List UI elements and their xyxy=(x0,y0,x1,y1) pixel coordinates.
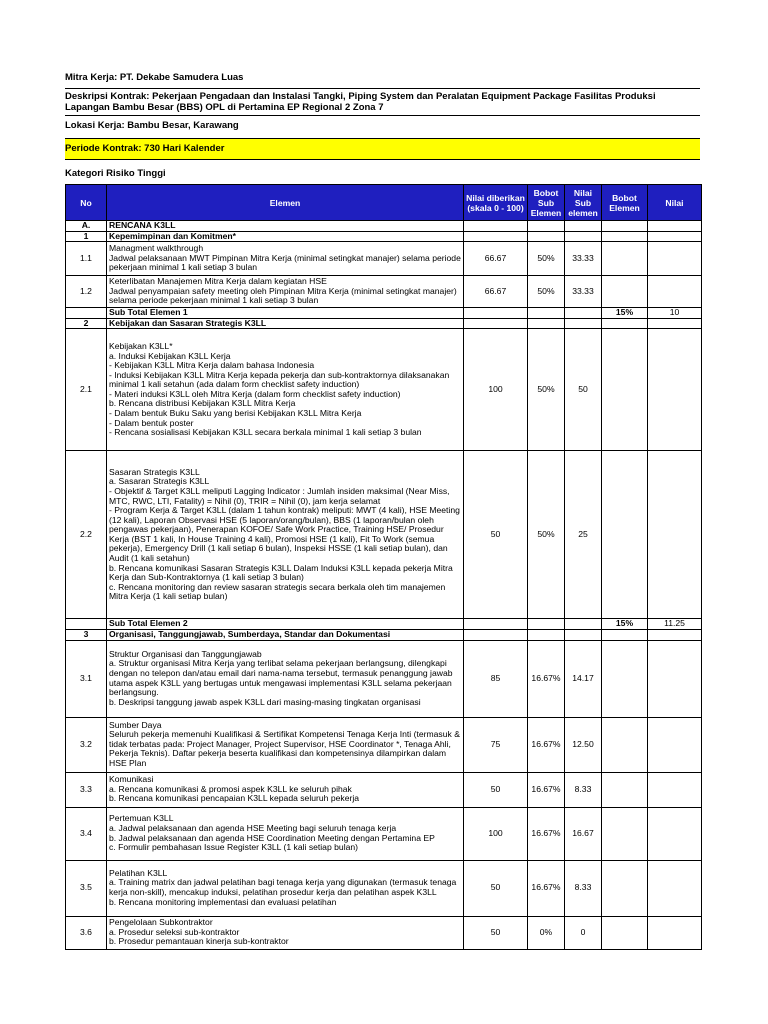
cell-bobot-elemen xyxy=(602,629,648,640)
table-row xyxy=(66,276,702,308)
col-bobot-elemen: Bobot Elemen xyxy=(602,185,648,221)
table-row xyxy=(66,619,702,630)
cell-bobot-sub-elemen xyxy=(528,221,565,232)
periode-kontrak: Periode Kontrak: 730 Hari Kalender xyxy=(65,143,225,154)
cell-bobot-sub-elemen: 16.67% xyxy=(528,807,565,860)
cell-nilai-sub-elemen xyxy=(565,221,602,232)
cell-elemen: Komunikasi a. Rencana komunikasi & promosi aspek K3LL ke seluruh pihak b. Rencana komunikasi pencapaian K3LL kepada seluruh pekerja xyxy=(107,772,464,807)
table-row xyxy=(66,451,702,619)
cell-bobot-sub-elemen: 50% xyxy=(528,329,565,451)
cell-nilai-sub-elemen: 33.33 xyxy=(565,242,602,276)
cell-nilai-sub-elemen: 14.17 xyxy=(565,640,602,717)
lokasi-kerja: Lokasi Kerja: Bambu Besar, Karawang xyxy=(65,120,239,131)
cell-bobot-elemen: 15% xyxy=(602,619,648,630)
cell-bobot-elemen xyxy=(602,916,648,949)
cell-no: 1 xyxy=(66,231,107,242)
cell-nilai xyxy=(648,916,702,949)
table-row xyxy=(66,629,702,640)
col-nilai-sub-elemen: Nilai Sub elemen xyxy=(565,185,602,221)
cell-no: 2 xyxy=(66,318,107,329)
cell-bobot-sub-elemen xyxy=(528,231,565,242)
cell-bobot-elemen xyxy=(602,860,648,916)
cell-nilai xyxy=(648,329,702,451)
cell-no: 3 xyxy=(66,629,107,640)
cell-nilai-sub-elemen: 12.50 xyxy=(565,717,602,772)
cell-bobot-elemen xyxy=(602,318,648,329)
cell-nilai xyxy=(648,231,702,242)
cell-nilai-diberikan xyxy=(464,629,528,640)
col-nilai-diberikan: Nilai diberikan (skala 0 - 100) xyxy=(464,185,528,221)
periode-kontrak-band xyxy=(65,138,700,160)
cell-bobot-sub-elemen xyxy=(528,318,565,329)
cell-bobot-sub-elemen: 50% xyxy=(528,276,565,308)
table-header-row xyxy=(66,185,702,221)
table-row xyxy=(66,231,702,242)
cell-elemen: Struktur Organisasi dan Tanggungjawab a. Struktur organisasi Mitra Kerja yang terlibat selama pekerjaan berlangsung, dilengkapi dengan no telepon dan/atau email dari nama-nama tersebut, termasuk penanggung jawab utama aspek K3LL yang bertugas untuk mengawasi implementasi K3LL selama pekerjaan berlangsung. b. Deskripsi tanggung jawab aspek K3LL dari masing-masing tingkatan organisasi xyxy=(107,640,464,717)
cell-bobot-sub-elemen: 16.67% xyxy=(528,772,565,807)
table-row xyxy=(66,308,702,319)
table-row xyxy=(66,329,702,451)
cell-nilai xyxy=(648,717,702,772)
cell-nilai xyxy=(648,807,702,860)
table-row xyxy=(66,860,702,916)
cell-bobot-elemen xyxy=(602,221,648,232)
col-bobot-sub-elemen: Bobot Sub Elemen xyxy=(528,185,565,221)
mitra-kerja: Mitra Kerja: PT. Dekabe Samudera Luas xyxy=(65,72,244,83)
cell-nilai-sub-elemen: 8.33 xyxy=(565,860,602,916)
divider xyxy=(65,115,700,116)
cell-bobot-elemen xyxy=(602,276,648,308)
cell-bobot-sub-elemen xyxy=(528,308,565,319)
cell-nilai xyxy=(648,772,702,807)
cell-nilai xyxy=(648,629,702,640)
cell-nilai-sub-elemen: 50 xyxy=(565,329,602,451)
cell-bobot-sub-elemen: 0% xyxy=(528,916,565,949)
cell-nilai: 10 xyxy=(648,308,702,319)
cell-elemen: Sumber Daya Seluruh pekerja memenuhi Kualifikasi & Sertifikat Kompetensi Tenaga Kerja Inti (termasuk & tidak terbatas pada: Project Manager, Project Supervisor, HSE Coordinator *, Tenaga Ahli, Pekerja Teknis). Daftar pekerja beserta kualifikasi dan kompetensinya dilampirkan dalam HSE Plan xyxy=(107,717,464,772)
cell-no: 2.1 xyxy=(66,329,107,451)
cell-nilai-diberikan xyxy=(464,308,528,319)
cell-nilai-diberikan: 50 xyxy=(464,451,528,619)
cell-nilai-diberikan: 100 xyxy=(464,807,528,860)
cell-no: 1.2 xyxy=(66,276,107,308)
cell-nilai-sub-elemen xyxy=(565,318,602,329)
table-row xyxy=(66,640,702,717)
cell-nilai-diberikan: 100 xyxy=(464,329,528,451)
cell-bobot-elemen xyxy=(602,717,648,772)
cell-nilai xyxy=(648,276,702,308)
cell-nilai xyxy=(648,451,702,619)
cell-nilai xyxy=(648,640,702,717)
cell-no: 2.2 xyxy=(66,451,107,619)
cell-bobot-sub-elemen: 16.67% xyxy=(528,640,565,717)
cell-elemen: Sub Total Elemen 1 xyxy=(107,308,464,319)
cell-nilai-sub-elemen: 25 xyxy=(565,451,602,619)
cell-no: 3.3 xyxy=(66,772,107,807)
cell-nilai-diberikan: 66.67 xyxy=(464,276,528,308)
cell-nilai-sub-elemen: 8.33 xyxy=(565,772,602,807)
cell-elemen: Sasaran Strategis K3LL a. Sasaran Strategis K3LL - Objektif & Target K3LL meliputi Lagging Indicator : Jumlah insiden maksimal (Near Miss, MTC, RWC, LTI, Fatality) = Nihil (0), TRIR = Nihil (0), jam kerja selamat - Program Kerja & Target K3LL (dalam 1 tahun kontrak) meliputi: MWT (4 kali), HSE Meeting (12 kali), Laporan Observasi HSE (5 laporan/orang/bulan), BBS (1 laporan/bulan oleh pengawas pekerjaan), Penerapan KOFOE/ Safe Work Practice, Training HSE/ Prosedur Kerja (BST 1 kali, In House Training 4 kali), Promosi HSE (1 kali), Fit To Work (semua pekerja), Emergency Drill (1 kali setiap 6 bulan), Inspeksi HSSE (1 kali setiap bulan), dan Audit (1 kali setahun) b. Rencana komunikasi Sasaran Strategis K3LL Dalam Induksi K3LL kepada pekerja Mitra Kerja dan Sub-Kontraktornya (1 kali setiap 3 bulan) c. Rencana monitoring dan review sasaran strategis secara berkala oleh tim manajemen Mitra Kerja (1 kali setiap bulan) xyxy=(107,451,464,619)
cell-bobot-elemen xyxy=(602,329,648,451)
cell-nilai: 11.25 xyxy=(648,619,702,630)
cell-bobot-elemen xyxy=(602,807,648,860)
cell-nilai-sub-elemen xyxy=(565,308,602,319)
cell-nilai-sub-elemen xyxy=(565,629,602,640)
cell-bobot-sub-elemen xyxy=(528,619,565,630)
cell-bobot-elemen xyxy=(602,772,648,807)
cell-nilai xyxy=(648,221,702,232)
cell-elemen: Organisasi, Tanggungjawab, Sumberdaya, Standar dan Dokumentasi xyxy=(107,629,464,640)
cell-elemen: RENCANA K3LL xyxy=(107,221,464,232)
cell-nilai-diberikan xyxy=(464,318,528,329)
cell-nilai-diberikan: 50 xyxy=(464,860,528,916)
cell-nilai-diberikan xyxy=(464,221,528,232)
cell-no: 3.1 xyxy=(66,640,107,717)
cell-no: 3.5 xyxy=(66,860,107,916)
cell-elemen: Kepemimpinan dan Komitmen* xyxy=(107,231,464,242)
cell-nilai xyxy=(648,242,702,276)
col-elemen: Elemen xyxy=(107,185,464,221)
table-row xyxy=(66,772,702,807)
cell-nilai-diberikan: 75 xyxy=(464,717,528,772)
cell-bobot-elemen xyxy=(602,640,648,717)
cell-no: 3.4 xyxy=(66,807,107,860)
cell-bobot-elemen xyxy=(602,242,648,276)
cell-bobot-elemen xyxy=(602,231,648,242)
table-body xyxy=(66,221,702,950)
cell-bobot-elemen xyxy=(602,451,648,619)
table-row xyxy=(66,916,702,949)
cell-bobot-sub-elemen xyxy=(528,629,565,640)
cell-no: A. xyxy=(66,221,107,232)
cell-nilai-diberikan xyxy=(464,619,528,630)
table-row xyxy=(66,717,702,772)
cell-nilai-diberikan: 50 xyxy=(464,916,528,949)
deskripsi-kontrak: Deskripsi Kontrak: Pekerjaan Pengadaan dan Instalasi Tangki, Piping System dan Peralatan Equipment Package Fasilitas Produksi Lapangan Bambu Besar (BBS) OPL di Pertamina EP Regional 2 Zona 7 xyxy=(65,91,656,113)
cell-bobot-elemen: 15% xyxy=(602,308,648,319)
table-row xyxy=(66,807,702,860)
cell-nilai-diberikan xyxy=(464,231,528,242)
table-row xyxy=(66,221,702,232)
cell-elemen: Keterlibatan Manajemen Mitra Kerja dalam kegiatan HSE Jadwal penyampaian safety meeting oleh Pimpinan Mitra Kerja (minimal setingkat manajer) selama periode pekerjaan minimal 1 kali setiap 3 bulan xyxy=(107,276,464,308)
cell-elemen: Sub Total Elemen 2 xyxy=(107,619,464,630)
cell-no: 3.6 xyxy=(66,916,107,949)
divider xyxy=(65,88,700,89)
cell-bobot-sub-elemen: 16.67% xyxy=(528,860,565,916)
cell-nilai-diberikan: 50 xyxy=(464,772,528,807)
cell-nilai-diberikan: 66.67 xyxy=(464,242,528,276)
cell-elemen: Pertemuan K3LL a. Jadwal pelaksanaan dan agenda HSE Meeting bagi seluruh tenaga kerja b. Jadwal pelaksanaan dan agenda HSE Coordination Meeting dengan Pertamina EP c. Formulir pembahasan Issue Register K3LL (1 kali setiap bulan) xyxy=(107,807,464,860)
table-row xyxy=(66,318,702,329)
cell-nilai-diberikan: 85 xyxy=(464,640,528,717)
cell-nilai-sub-elemen: 16.67 xyxy=(565,807,602,860)
cell-no xyxy=(66,308,107,319)
cell-elemen: Managment walkthrough Jadwal pelaksanaan MWT Pimpinan Mitra Kerja (minimal setingkat manajer) selama periode pekerjaan minimal 1 kali setiap 3 bulan xyxy=(107,242,464,276)
cell-nilai-sub-elemen xyxy=(565,231,602,242)
cell-elemen: Pelatihan K3LL a. Training matrix dan jadwal pelatihan bagi tenaga kerja yang digunakan (termasuk tenaga kerja non-skill), mencakup induksi, pelatihan prosedur kerja dan pelatihan aspek K3LL b. Rencana monitoring implementasi dan evaluasi pelatihan xyxy=(107,860,464,916)
cell-nilai-sub-elemen xyxy=(565,619,602,630)
col-nilai: Nilai xyxy=(648,185,702,221)
cell-bobot-sub-elemen: 50% xyxy=(528,451,565,619)
cell-bobot-sub-elemen: 16.67% xyxy=(528,717,565,772)
assessment-table xyxy=(65,184,702,950)
cell-nilai-sub-elemen: 0 xyxy=(565,916,602,949)
cell-no xyxy=(66,619,107,630)
kategori-risiko: Kategori Risiko Tinggi xyxy=(65,168,166,179)
cell-nilai-sub-elemen: 33.33 xyxy=(565,276,602,308)
cell-elemen: Kebijakan K3LL* a. Induksi Kebijakan K3LL Kerja - Kebijakan K3LL Mitra Kerja dalam bahasa Indonesia - Induksi Kebijakan K3LL Mitra Kerja kepada pekerja dan sub-kontraktornya dilaksanakan minimal 1 kali setahun (ada dalam form checklist safety induction) - Materi induksi K3LL oleh Mitra Kerja (dalam form checklist safety induction) b. Rencana distribusi Kebijakan K3LL Mitra Kerja - Dalam bentuk Buku Saku yang berisi Kebijakan K3LL Mitra Kerja - Dalam bentuk poster - Rencana sosialisasi Kebijakan K3LL secara berkala minimal 1 kali setiap 3 bulan xyxy=(107,329,464,451)
cell-no: 3.2 xyxy=(66,717,107,772)
col-no: No xyxy=(66,185,107,221)
table-row xyxy=(66,242,702,276)
cell-elemen: Kebijakan dan Sasaran Strategis K3LL xyxy=(107,318,464,329)
cell-bobot-sub-elemen: 50% xyxy=(528,242,565,276)
cell-elemen: Pengelolaan Subkontraktor a. Prosedur seleksi sub-kontraktor b. Prosedur pemantauan kinerja sub-kontraktor xyxy=(107,916,464,949)
cell-nilai xyxy=(648,860,702,916)
cell-nilai xyxy=(648,318,702,329)
cell-no: 1.1 xyxy=(66,242,107,276)
